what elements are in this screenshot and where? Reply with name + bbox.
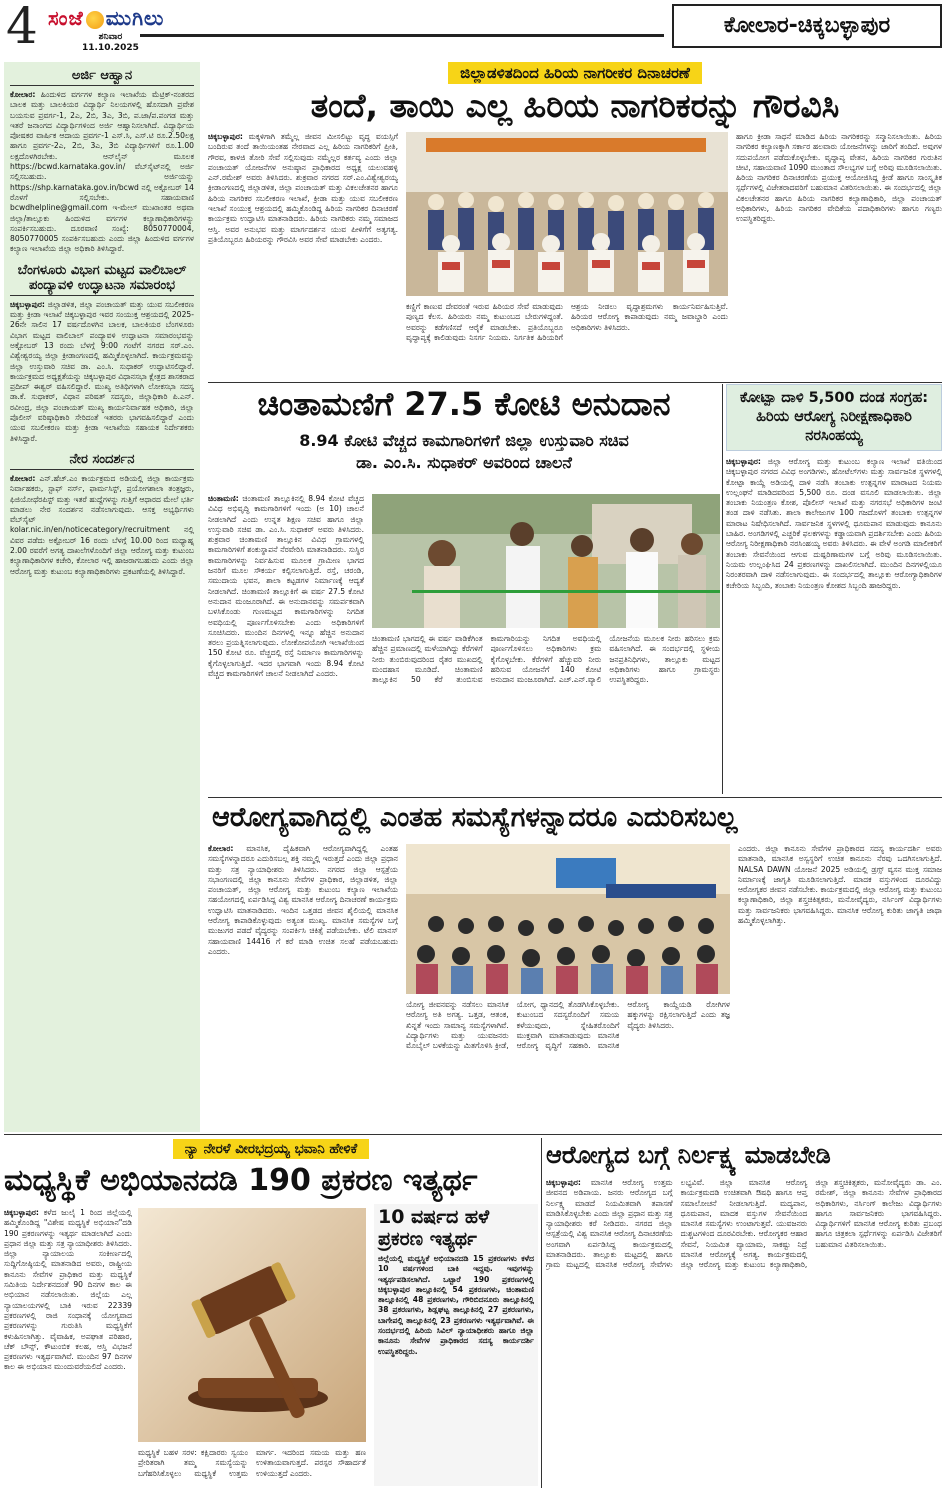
sidebar-body: ಎನ್.ಹೆಚ್.ಎಂ ಕಾರ್ಯಕ್ರಮದ ಅಡಿಯಲ್ಲಿ ಜಿಲ್ಲಾ ಕಾರ್ಯಕ್ರಮ ನಿರ್ವಾಹಕರು, ಸ್ಟಾಫ್ ನರ್ಸ್, ಫಾರ್ಮಸಿಸ್ಟ್, ಪ್ರಯೋಗಶಾಲಾ ತಂತ್ರಜ್ಞರು, ಫಿಜಿಯೋಥೆರಪಿಸ್ಟ್ ಮತ್ತು ಇತರೆ ಹುದ್ದೆಗಳನ್ನು ಗುತ್ತಿಗೆ ಆಧಾರದ ಮೇಲೆ ಭರ್ತಿ ಮಾಡಲು ನೇರ ಸಂದರ್ಶನ ನಡೆಸಲಾಗುವುದು. ಆಸಕ್ತ ಅಭ್ಯರ್ಥಿಗಳು ವೆಬ್‌ಸೈಟ್ kolar.nic.in/en/noticecategory/recruitment ನಲ್ಲಿ ವಿವರ ಪಡೆದು ಅಕ್ಟೋಬರ್ 16 ರಂದು ಬೆಳಗ್ಗೆ 10.00 ರಿಂದ ಮಧ್ಯಾಹ್ನ 2.00 ರವರೆಗೆ ಅಗತ್ಯ ದಾಖಲೆಗಳೊಂದಿಗೆ ಜಿಲ್ಲಾ ಆರೋಗ್ಯ ಮತ್ತು ಕುಟುಂಬ ಕಲ್ಯಾಣಾಧಿಕಾರಿಗಳ ಕಚೇರಿ, ಕೋಲಾರ ಇಲ್ಲಿ ಹಾಜರಾಗಬಹುದು ಎಂದು ಜಿಲ್ಲಾ ಆರೋಗ್ಯ ಮತ್ತು ಕುಟುಂಬ ಕಲ್ಯಾಣಾಧಿಕಾರಿಗಳು ಪ್ರಕಟಣೆಯಲ್ಲಿ ತಿಳಿಸಿದ್ದಾರೆ.	[10, 473, 194, 576]
dateline: ಚಿಕ್ಕಬಳ್ಳಾಪುರ:	[208, 132, 243, 141]
region-title: ಕೋಲಾರ-ಚಿಕ್ಕಬಳ್ಳಾಪುರ	[672, 4, 942, 48]
section-divider	[208, 797, 942, 798]
issue-date: 11.10.2025	[82, 43, 139, 53]
dateline: ಚಿಕ್ಕಬಳ್ಳಾಪುರ:	[4, 1208, 39, 1217]
issue-date-block	[82, 32, 139, 54]
body-text: ಜಿಲ್ಲಾ ಆರೋಗ್ಯ ಮತ್ತು ಕುಟುಂಬ ಕಲ್ಯಾಣ ಇಲಾಖೆ ವತಿಯಿಂದ ಚಿಕ್ಕಬಳ್ಳಾಪುರ ನಗರದ ವಿವಿಧ ಅಂಗಡಿಗಳು, ಹೋಟೆಲ್‌ಗಳು ಮತ್ತು ಸಾರ್ವಜನಿಕ ಸ್ಥಳಗಳಲ್ಲಿ ಕೋಟ್ಪಾ ಕಾಯ್ದೆ ಅಡಿಯಲ್ಲಿ ದಾಳಿ ನಡೆಸಿ ತಂಬಾಕು ಉತ್ಪನ್ನಗಳ ಮಾರಾಟದ ನಿಯಮ ಉಲ್ಲಂಘನೆ ಮಾಡಿದವರಿಂದ 5,500 ರೂ. ದಂಡ ವಸೂಲಿ ಮಾಡಲಾಯಿತು. ಜಿಲ್ಲಾ ತಂಬಾಕು ನಿಯಂತ್ರಣ ಕೋಶ, ಪೊಲೀಸ್ ಇಲಾಖೆ ಮತ್ತು ನಗರಸಭೆ ಅಧಿಕಾರಿಗಳ ಜಂಟಿ ತಂಡ ದಾಳಿ ನಡೆಸಿತು. ಶಾಲಾ ಕಾಲೇಜುಗಳ 100 ಗಜದೊಳಗೆ ತಂಬಾಕು ಉತ್ಪನ್ನಗಳ ಮಾರಾಟ ನಿಷೇಧಿಸಲಾಗಿದೆ. ಸಾರ್ವಜನಿಕ ಸ್ಥಳಗಳಲ್ಲಿ ಧೂಮಪಾನ ಮಾಡುವುದು ಕಾನೂನು ಬಾಹಿರ. ಅಂಗಡಿಗಳಲ್ಲಿ ಎಚ್ಚರಿಕೆ ಫಲಕಗಳನ್ನು ಕಡ್ಡಾಯವಾಗಿ ಪ್ರದರ್ಶಿಸಬೇಕು ಎಂದು ಹಿರಿಯ ಆರೋಗ್ಯ ನಿರೀಕ್ಷಣಾಧಿಕಾರಿ ನರಸಿಂಹಯ್ಯ ಅವರು ತಿಳಿಸಿದರು. ಈ ವೇಳೆ ಅಂಗಡಿ ಮಾಲೀಕರಿಗೆ ತಂಬಾಕು ಸೇವನೆಯಿಂದ ಆಗುವ ದುಷ್ಪರಿಣಾಮಗಳ ಬಗ್ಗೆ ಅರಿವು ಮೂಡಿಸಲಾಯಿತು. ನಿಯಮ ಉಲ್ಲಂಘಿಸಿದ 24 ಪ್ರಕರಣಗಳನ್ನು ದಾಖಲಿಸಲಾಗಿದೆ. ಮುಂದಿನ ದಿನಗಳಲ್ಲಿಯೂ ನಿರಂತರವಾಗಿ ದಾಳಿ ನಡೆಸಲಾಗುವುದು. ಈ ಸಂದರ್ಭದಲ್ಲಿ ತಾಲ್ಲೂಕು ಆರೋಗ್ಯಾಧಿಕಾರಿಗಳ ಕಚೇರಿಯ ಸಿಬ್ಬಂದಿ, ತಂಬಾಕು ನಿಯಂತ್ರಣ ಕೋಶದ ಸಿಬ್ಬಂದಿ ಹಾಜರಿದ್ದರು.	[726, 457, 942, 590]
issue-day: ಶನಿವಾರ	[98, 32, 123, 42]
kicker: ಜಿಲ್ಲಾಡಳಿತದಿಂದ ಹಿರಿಯ ನಾಗರೀಕರ ದಿನಾಚರಣೆ	[448, 62, 702, 84]
sidebar-box-old-case	[374, 1204, 538, 1486]
article-body-middle: ಚಿಂತಾಮಣಿ ಭಾಗದಲ್ಲಿ ಈ ವರ್ಷ ವಾಡಿಕೆಗಿಂತ ಹೆಚ್ಚಿನ ಪ್ರಮಾಣದಲ್ಲಿ ಮಳೆಯಾಗಿದ್ದು ಕೆರೆಗಳಿಗೆ ನೀರು ತುಂಬಿರುವುದರಿಂದ ರೈತರ ಮುಖದಲ್ಲಿ ಮಂದಹಾಸ ಮೂಡಿದೆ. ಚಿಂತಾಮಣಿ ತಾಲ್ಲೂಕಿನ 50 ಕೆರೆ ತುಂಬಿಸುವ ಕಾಮಗಾರಿಯನ್ನು ನಿಗದಿತ ಅವಧಿಯಲ್ಲಿ ಪೂರ್ಣಗೊಳಿಸಲು ಅಧಿಕಾರಿಗಳು ಕ್ರಮ ಕೈಗೊಳ್ಳಬೇಕು. ಕೆರೆಗಳಿಗೆ ಹೆಚ್ಚುವರಿ ನೀರು ಹರಿಸುವ ಯೋಜನೆಗೆ 140 ಕೋಟಿ ಅನುದಾನ ಮಂಜೂರಾಗಿದೆ. ಎಚ್.ಎನ್.ವ್ಯಾಲಿ ಯೋಜನೆಯ ಮೂಲಕ ನೀರು ಹರಿಸಲು ಕ್ರಮ ವಹಿಸಲಾಗಿದೆ. ಈ ಸಂದರ್ಭದಲ್ಲಿ ಸ್ಥಳೀಯ ಜನಪ್ರತಿನಿಧಿಗಳು, ತಾಲ್ಲೂಕು ಮಟ್ಟದ ಅಧಿಕಾರಿಗಳು ಹಾಗೂ ಗ್ರಾಮಸ್ಥರು ಉಪಸ್ಥಿತರಿದ್ದರು.	[372, 634, 720, 685]
group-photo	[406, 132, 728, 296]
headline: ಆರೋಗ್ಯವಾಗಿದ್ದಲ್ಲಿ ಎಂತಹ ಸಮಸ್ಯೆಗಳನ್ನಾದರೂ ಎದುರಿಸಬಲ್ಲ	[212, 802, 738, 833]
dateline: ಚಿಕ್ಕಬಳ್ಳಾಪುರ:	[726, 457, 761, 466]
dateline: ಚಿಕ್ಕಬಳ್ಳಾಪುರ:	[546, 1178, 581, 1187]
article-body	[726, 457, 942, 787]
box-title: 10 ವರ್ಷದ ಹಳೆ ಪ್ರಕರಣ ಇತ್ಯರ್ಥ	[378, 1206, 490, 1250]
column-divider	[722, 384, 723, 794]
sidebar-title-applications: ಅರ್ಜಿ ಆಹ್ವಾನ	[10, 68, 194, 86]
body-text: ಮಾನಸಿಕ ಆರೋಗ್ಯ ಉತ್ತಮ ಜೀವನದ ಅಡಿಪಾಯ. ಜನರು ಆರೋಗ್ಯದ ಬಗ್ಗೆ ನಿರ್ಲಕ್ಷ್ಯ ಮಾಡದೆ ನಿಯಮಿತವಾಗಿ ತಪಾಸಣೆ ಮಾಡಿಸಿಕೊಳ್ಳಬೇಕು ಎಂದು ಜಿಲ್ಲಾ ಪ್ರಧಾನ ಮತ್ತು ಸತ್ರ ನ್ಯಾಯಾಧೀಶರು ಕರೆ ನೀಡಿದರು. ನಗರದ ಜಿಲ್ಲಾ ಆಸ್ಪತ್ರೆಯಲ್ಲಿ ವಿಶ್ವ ಮಾನಸಿಕ ಆರೋಗ್ಯ ದಿನಾಚರಣೆಯ ಅಂಗವಾಗಿ ಏರ್ಪಡಿಸಿದ್ದ ಕಾರ್ಯಕ್ರಮದಲ್ಲಿ ಮಾತನಾಡಿದರು. ತಾಲ್ಲೂಕು ಮಟ್ಟದಲ್ಲಿ ಹಾಗೂ ಗ್ರಾಮ ಮಟ್ಟದಲ್ಲಿ ಮಾನಸಿಕ ಆರೋಗ್ಯ ಸೇವೆಗಳು ಲಭ್ಯವಿವೆ. ಜಿಲ್ಲಾ ಮಾನಸಿಕ ಆರೋಗ್ಯ ಕಾರ್ಯಕ್ರಮದಡಿ ಉಚಿತವಾಗಿ ಔಷಧಿ ಹಾಗೂ ಆಪ್ತ ಸಮಾಲೋಚನೆ ನೀಡಲಾಗುತ್ತಿದೆ. ಮದ್ಯಪಾನ, ಧೂಮಪಾನ, ಮಾದಕ ವಸ್ತುಗಳ ಸೇವನೆಯಿಂದ ಮಾನಸಿಕ ಸಮಸ್ಯೆಗಳು ಉಂಟಾಗುತ್ತವೆ. ಯುವಜನರು ದುಶ್ಚಟಗಳಿಂದ ದೂರವಿರಬೇಕು. ಆರೋಗ್ಯಕರ ಆಹಾರ ಸೇವನೆ, ನಿಯಮಿತ ವ್ಯಾಯಾಮ, ಸಾಕಷ್ಟು ನಿದ್ರೆ ಮಾನಸಿಕ ಆರೋಗ್ಯಕ್ಕೆ ಅಗತ್ಯ. ಕಾರ್ಯಕ್ರಮದಲ್ಲಿ ಜಿಲ್ಲಾ ಆರೋಗ್ಯ ಮತ್ತು ಕುಟುಂಬ ಕಲ್ಯಾಣಾಧಿಕಾರಿ, ಜಿಲ್ಲಾ ಶಸ್ತ್ರಚಿಕಿತ್ಸಕರು, ಮನೋವೈದ್ಯರು ಡಾ. ಎಂ. ರಮೇಶ್, ಜಿಲ್ಲಾ ಕಾನೂನು ಸೇವೆಗಳ ಪ್ರಾಧಿಕಾರದ ಅಧಿಕಾರಿಗಳು, ನರ್ಸಿಂಗ್ ಕಾಲೇಜು ವಿದ್ಯಾರ್ಥಿಗಳು ಹಾಗೂ ಸಾರ್ವಜನಿಕರು ಭಾಗವಹಿಸಿದ್ದರು. ವಿದ್ಯಾರ್ಥಿಗಳಿಗೆ ಮಾನಸಿಕ ಆರೋಗ್ಯ ಕುರಿತು ಪ್ರಬಂಧ ಹಾಗೂ ಚಿತ್ರಕಲಾ ಸ್ಪರ್ಧೆಗಳನ್ನು ಏರ್ಪಡಿಸಿ ವಿಜೇತರಿಗೆ ಬಹುಮಾನ ವಿತರಿಸಲಾಯಿತು.	[546, 1178, 942, 1270]
sidebar-title-interview: ನೇರ ಸಂದರ್ಶನ	[10, 452, 194, 470]
photo-ribbon-cutting	[372, 494, 720, 628]
section-divider	[4, 1134, 942, 1135]
sidebar-title-volleyball: ಬೆಂಗಳೂರು ವಿಭಾಗ ಮಟ್ಟದ ವಾಲಿಬಾಲ್ ಪಂದ್ಯಾವಳಿ ಉದ್ಘಾಟನಾ ಸಮಾರಂಭ	[10, 263, 194, 296]
article-health-negligence	[546, 1138, 942, 1488]
article-body-right: ಹಾಗೂ ಕ್ರೀಡಾ ಸಾಧನೆ ಮಾಡಿದ ಹಿರಿಯ ನಾಗರಿಕರನ್ನು ಸನ್ಮಾನಿಸಲಾಯಿತು. ಹಿರಿಯ ನಾಗರಿಕರ ಕಲ್ಯಾಣಕ್ಕಾಗಿ ಸರ್ಕಾರ ಹಲವಾರು ಯೋಜನೆಗಳನ್ನು ಜಾರಿಗೆ ತಂದಿದೆ. ಅವುಗಳ ಸದುಪಯೋಗ ಪಡೆದುಕೊಳ್ಳಬೇಕು. ವೃದ್ಧಾಪ್ಯ ವೇತನ, ಹಿರಿಯ ನಾಗರಿಕರ ಗುರುತಿನ ಚೀಟಿ, ಸಹಾಯವಾಣಿ 1090 ಮುಂತಾದ ಸೌಲಭ್ಯಗಳ ಬಗ್ಗೆ ಅರಿವು ಮೂಡಿಸಲಾಯಿತು. ಹಿರಿಯ ನಾಗರಿಕರ ದಿನಾಚರಣೆಯ ಪ್ರಯುಕ್ತ ಆಯೋಜಿಸಿದ್ದ ಕ್ರೀಡೆ ಹಾಗೂ ಸಾಂಸ್ಕೃತಿಕ ಸ್ಪರ್ಧೆಗಳಲ್ಲಿ ವಿಜೇತರಾದವರಿಗೆ ಬಹುಮಾನ ವಿತರಿಸಲಾಯಿತು. ಈ ಸಂದರ್ಭದಲ್ಲಿ ಜಿಲ್ಲಾ ವಿಕಲಚೇತನರ ಹಾಗೂ ಹಿರಿಯ ನಾಗರಿಕರ ಕಲ್ಯಾಣಾಧಿಕಾರಿ, ಜಿಲ್ಲಾ ಪಂಚಾಯತ್ ಅಧಿಕಾರಿಗಳು, ಹಿರಿಯ ನಾಗರಿಕರ ವೇದಿಕೆಯ ಪದಾಧಿಕಾರಿಗಳು ಹಾಗೂ ಗಣ್ಯರು ಉಪಸ್ಥಿತರಿದ್ದರು.	[736, 132, 942, 224]
photo-mental-health-event	[406, 844, 730, 994]
dateline: ಚಿಂತಾಮಣಿ:	[208, 494, 239, 503]
ribbon-cutting-photo	[372, 494, 720, 628]
sun-icon	[86, 11, 104, 29]
article-body-right: ಎಂದರು. ಜಿಲ್ಲಾ ಕಾನೂನು ಸೇವೆಗಳ ಪ್ರಾಧಿಕಾರದ ಸದಸ್ಯ ಕಾರ್ಯದರ್ಶಿ ಅವರು ಮಾತನಾಡಿ, ಮಾನಸಿಕ ಅಸ್ವಸ್ಥರಿಗೆ ಉಚಿತ ಕಾನೂನು ನೆರವು ಒದಗಿಸಲಾಗುತ್ತಿದೆ. NALSA DAWN ಯೋಜನೆ 2025 ಅಡಿಯಲ್ಲಿ ಡ್ರಗ್ಸ್ ವ್ಯಸನ ಮುಕ್ತ ಸಮಾಜ ನಿರ್ಮಾಣಕ್ಕೆ ಜಾಗೃತಿ ಮೂಡಿಸಲಾಗುತ್ತಿದೆ. ಮಾದಕ ವಸ್ತುಗಳಿಂದ ದೂರವಿದ್ದು ಆರೋಗ್ಯಕರ ಜೀವನ ನಡೆಸಬೇಕು. ಕಾರ್ಯಕ್ರಮದಲ್ಲಿ ಜಿಲ್ಲಾ ಆರೋಗ್ಯ ಮತ್ತು ಕುಟುಂಬ ಕಲ್ಯಾಣಾಧಿಕಾರಿ, ಜಿಲ್ಲಾ ಶಸ್ತ್ರಚಿಕಿತ್ಸಕರು, ಮನೋವೈದ್ಯರು, ನರ್ಸಿಂಗ್ ವಿದ್ಯಾರ್ಥಿಗಳು ಮತ್ತು ಸಾರ್ವಜನಿಕರು ಭಾಗವಹಿಸಿದ್ದರು. ಮಾನಸಿಕ ಆರೋಗ್ಯ ಕುರಿತು ಜಾಗೃತಿ ಜಾಥಾ ಹಮ್ಮಿಕೊಳ್ಳಲಾಗಿತ್ತು.	[738, 844, 942, 926]
headline: ಚಿಂತಾಮಣಿಗೆ 27.5 ಕೋಟಿ ಅನುದಾನ	[257, 385, 671, 423]
article-senior-citizens	[208, 62, 942, 382]
gavel-icon	[138, 1208, 366, 1442]
dateline: ಕೋಲಾರ:	[208, 844, 234, 853]
body-text: ಮಾನಸಿಕ, ದೈಹಿಕವಾಗಿ ಆರೋಗ್ಯವಾಗಿದ್ದಲ್ಲಿ ಎಂತಹ ಸಮಸ್ಯೆಗಳನ್ನಾದರೂ ಎದುರಿಸಬಲ್ಲ ಶಕ್ತಿ ನಮ್ಮಲ್ಲಿ ಇರುತ್ತದೆ ಎಂದು ಜಿಲ್ಲಾ ಪ್ರಧಾನ ಮತ್ತು ಸತ್ರ ನ್ಯಾಯಾಧೀಶರು ತಿಳಿಸಿದರು. ನಗರದ ಜಿಲ್ಲಾ ಆಸ್ಪತ್ರೆಯ ಸಭಾಂಗಣದಲ್ಲಿ ಜಿಲ್ಲಾ ಕಾನೂನು ಸೇವೆಗಳ ಪ್ರಾಧಿಕಾರ, ಜಿಲ್ಲಾಡಳಿತ, ಜಿಲ್ಲಾ ಪಂಚಾಯತ್, ಜಿಲ್ಲಾ ಆರೋಗ್ಯ ಮತ್ತು ಕುಟುಂಬ ಕಲ್ಯಾಣ ಇಲಾಖೆಯ ಸಹಯೋಗದಲ್ಲಿ ಏರ್ಪಡಿಸಿದ್ದ ವಿಶ್ವ ಮಾನಸಿಕ ಆರೋಗ್ಯ ದಿನಾಚರಣೆ ಕಾರ್ಯಕ್ರಮ ಉದ್ಘಾಟಿಸಿ ಮಾತನಾಡಿದರು. ಇಂದಿನ ಒತ್ತಡದ ಜೀವನ ಶೈಲಿಯಲ್ಲಿ ಮಾನಸಿಕ ಆರೋಗ್ಯ ಕಾಪಾಡಿಕೊಳ್ಳುವುದು ಅತ್ಯಂತ ಮುಖ್ಯ. ಮಾನಸಿಕ ಸಮಸ್ಯೆಗಳ ಬಗ್ಗೆ ಮುಜುಗರ ಪಡದೆ ವೈದ್ಯರನ್ನು ಸಂಪರ್ಕಿಸಿ ಚಿಕಿತ್ಸೆ ಪಡೆಯಬೇಕು. ಟೆಲಿ ಮಾನಸ್ ಸಹಾಯವಾಣಿ 14416 ಗೆ ಕರೆ ಮಾಡಿ ಉಚಿತ ಸಲಹೆ ಪಡೆಯಬಹುದು ಎಂದರು.	[208, 844, 398, 956]
body-text: ಕಳೆದ ಜುಲೈ 1 ರಿಂದ ಜಿಲ್ಲೆಯಲ್ಲಿ ಹಮ್ಮಿಕೊಂಡಿದ್ದ "ವಿಶೇಷ ಮಧ್ಯಸ್ಥಿಕೆ ಅಭಿಯಾನ"ದಡಿ 190 ಪ್ರಕರಣಗಳನ್ನು ಇತ್ಯರ್ಥ ಮಾಡಲಾಗಿದೆ ಎಂದು ಪ್ರಧಾನ ಜಿಲ್ಲಾ ಮತ್ತು ಸತ್ರ ನ್ಯಾಯಾಧೀಶರು ತಿಳಿಸಿದರು. ಜಿಲ್ಲಾ ನ್ಯಾಯಾಲಯ ಸಂಕೀರ್ಣದಲ್ಲಿ ಸುದ್ದಿಗೋಷ್ಠಿಯಲ್ಲಿ ಮಾತನಾಡಿದ ಅವರು, ರಾಷ್ಟ್ರೀಯ ಕಾನೂನು ಸೇವೆಗಳ ಪ್ರಾಧಿಕಾರ ಮತ್ತು ಮಧ್ಯಸ್ಥಿಕೆ ಸಮಿತಿಯ ನಿರ್ದೇಶನದಂತೆ 90 ದಿನಗಳ ಕಾಲ ಈ ಅಭಿಯಾನ ನಡೆಸಲಾಯಿತು. ಜಿಲ್ಲೆಯ ಎಲ್ಲ ನ್ಯಾಯಾಲಯಗಳಲ್ಲಿ ಬಾಕಿ ಇರುವ 22339 ಪ್ರಕರಣಗಳಲ್ಲಿ ರಾಜಿ ಸಂಧಾನಕ್ಕೆ ಯೋಗ್ಯವಾದ ಪ್ರಕರಣಗಳನ್ನು ಗುರುತಿಸಿ ಮಧ್ಯಸ್ಥಿಕೆಗೆ ಕಳುಹಿಸಲಾಗಿತ್ತು. ವೈವಾಹಿಕ, ಅಪಘಾತ ಪರಿಹಾರ, ಚೆಕ್ ಬೌನ್ಸ್, ಕೌಟುಂಬಿಕ ಕಲಹ, ಆಸ್ತಿ ವಿಭಜನೆ ಪ್ರಕರಣಗಳು ಇತ್ಯರ್ಥವಾಗಿವೆ. ಮುಂದಿನ 97 ದಿನಗಳ ಕಾಲ ಈ ಅಭಿಯಾನ ಮುಂದುವರೆಯಲಿದೆ ಎಂದರು.	[4, 1208, 132, 1372]
article-mental-health	[208, 800, 942, 1130]
sidebar-text-applications	[10, 90, 194, 255]
sidebar-text-volleyball	[10, 300, 194, 444]
box-text: ಜಿಲ್ಲೆಯಲ್ಲಿ ಮಧ್ಯಸ್ಥಿಕೆ ಅಭಿಯಾನದಡಿ 15 ಪ್ರಕರಣಗಳು ಕಳೆದ 10 ವರ್ಷಗಳಿಂದ ಬಾಕಿ ಇದ್ದವು. ಇವುಗಳನ್ನು ಇತ್ಯರ್ಥಪಡಿಸಲಾಗಿದೆ. ಒಟ್ಟಾರೆ 190 ಪ್ರಕರಣಗಳಲ್ಲಿ ಚಿಕ್ಕಬಳ್ಳಾಪುರ ತಾಲ್ಲೂಕಿನಲ್ಲಿ 54 ಪ್ರಕರಣಗಳು, ಚಿಂತಾಮಣಿ ತಾಲ್ಲೂಕಿನಲ್ಲಿ 48 ಪ್ರಕರಣಗಳು, ಗೌರಿಬಿದನೂರು ತಾಲ್ಲೂಕಿನಲ್ಲಿ 38 ಪ್ರಕರಣಗಳು, ಶಿಡ್ಲಘಟ್ಟ ತಾಲ್ಲೂಕಿನಲ್ಲಿ 27 ಪ್ರಕರಣಗಳು, ಬಾಗೇಪಲ್ಲಿ ತಾಲ್ಲೂಕಿನಲ್ಲಿ 23 ಪ್ರಕರಣಗಳು ಇತ್ಯರ್ಥವಾಗಿವೆ. ಈ ಸಂದರ್ಭದಲ್ಲಿ ಹಿರಿಯ ಸಿವಿಲ್ ನ್ಯಾಯಾಧೀಶರು ಹಾಗೂ ಜಿಲ್ಲಾ ಕಾನೂನು ಸೇವೆಗಳ ಪ್ರಾಧಿಕಾರದ ಸದಸ್ಯ ಕಾರ್ಯದರ್ಶಿ ಉಪಸ್ಥಿತರಿದ್ದರು.	[378, 1254, 534, 1356]
column-divider	[541, 1138, 542, 1488]
headline: ಆರೋಗ್ಯದ ಬಗ್ಗೆ ನಿರ್ಲಕ್ಷ್ಯ ಮಾಡಬೇಡಿ	[546, 1141, 831, 1169]
article-body	[546, 1178, 942, 1478]
headline: ಮಧ್ಯಸ್ಥಿಕೆ ಅಭಿಯಾನದಡಿ 190 ಪ್ರಕರಣ ಇತ್ಯರ್ಥ	[4, 1163, 478, 1198]
page-number: 4	[6, 0, 38, 55]
paper-name-part2: ಮುಗಿಲು	[105, 6, 165, 30]
article-mediation-campaign	[4, 1138, 538, 1488]
subheadline-line2: ಡಾ. ಎಂ.ಸಿ. ಸುಧಾಕರ್ ಅವರಿಂದ ಚಾಲನೆ	[356, 453, 572, 472]
headline: ಕೋಟ್ಪಾ ದಾಳಿ 5,500 ದಂಡ ಸಂಗ್ರಹ: ಹಿರಿಯ ಆರೋಗ್ಯ ನಿರೀಕ್ಷಣಾಧಿಕಾರಿ ನರಸಿಂಹಯ್ಯ	[726, 384, 942, 451]
sidebar-body: ಹಿಂದುಳಿದ ವರ್ಗಗಳ ಕಲ್ಯಾಣ ಇಲಾಖೆಯ ಮೆಟ್ರಿಕ್-ನಂತರದ ಬಾಲಕ ಮತ್ತು ಬಾಲಕಿಯರ ವಿದ್ಯಾರ್ಥಿ ನಿಲಯಗಳಲ್ಲಿ ಹೊಸದಾಗಿ ಪ್ರವೇಶ ಬಯಸುವ ಪ್ರವರ್ಗ-1, 2ಎ, 2ಬಿ, 3ಎ, 3ಬಿ, ಪ.ಜಾ/ಪ.ಪಂಗಡ ಮತ್ತು ಇತರೆ ಜನಾಂಗದ ವಿದ್ಯಾರ್ಥಿಗಳಿಂದ ಅರ್ಜಿ ಆಹ್ವಾನಿಸಲಾಗಿದೆ. ವಿದ್ಯಾರ್ಥಿಯ ಪೋಷಕರ ವಾರ್ಷಿಕ ಆದಾಯ ಪ್ರವರ್ಗ-1 ಎಸ್.ಸಿ, ಎಸ್.ಟಿ ರೂ.2.50ಲಕ್ಷ ಹಾಗೂ ಪ್ರವರ್ಗ-2ಎ, 2ಬಿ, 3ಎ, 3ಬಿ ವಿದ್ಯಾರ್ಥಿಗಳಿಗೆ ರೂ.1.00 ಲಕ್ಷದೊಳಗಿರಬೇಕು. ಆನ್‌ಲೈನ್ ಮೂಲಕ https://bcwd.karnataka.gov.in/ ವೆಬ್‌ಸೈಟ್‌ನಲ್ಲಿ ಅರ್ಜಿ ಸಲ್ಲಿಸಬಹುದು. ಅರ್ಜಿಯನ್ನು https://shp.karnataka.gov.in/bcwd ನಲ್ಲಿ ಅಕ್ಟೋಬರ್ 14 ರೊಳಗೆ ಸಲ್ಲಿಸಬೇಕು. ಸಹಾಯವಾಣಿ bcwdhelpline@gmail.com ಇ-ಮೇಲ್ ಮುಖಾಂತರ ಅಥವಾ ಜಿಲ್ಲಾ/ತಾಲ್ಲೂಕು ಹಿಂದುಳಿದ ವರ್ಗಗಳ ಕಲ್ಯಾಣಾಧಿಕಾರಿಗಳನ್ನು ಸಂಪರ್ಕಿಸಬಹುದು. ದೂರವಾಣಿ ಸಂಖ್ಯೆ: 8050770004, 8050770005 ಸಂಪರ್ಕಿಸಬಹುದು ಎಂದು ಜಿಲ್ಲಾ ಹಿಂದುಳಿದ ವರ್ಗಗಳ ಕಲ್ಯಾಣ ಇಲಾಖೆಯ ಜಿಲ್ಲಾ ಅಧಿಕಾರಿ ತಿಳಿಸಿದ್ದಾರೆ.	[10, 90, 194, 254]
article-body-middle: ಯೋಗ್ಯ ಜೀವನವನ್ನು ನಡೆಸಲು ಮಾನಸಿಕ ಆರೋಗ್ಯ ಅತಿ ಅಗತ್ಯ. ಒತ್ತಡ, ಆತಂಕ, ಖಿನ್ನತೆ ಇಂದು ಸಾಮಾನ್ಯ ಸಮಸ್ಯೆಗಳಾಗಿವೆ. ವಿದ್ಯಾರ್ಥಿಗಳು ಮತ್ತು ಯುವಜನರು ಮೊಬೈಲ್ ಬಳಕೆಯನ್ನು ಮಿತಗೊಳಿಸಿ ಕ್ರೀಡೆ, ಯೋಗ, ಧ್ಯಾನದಲ್ಲಿ ತೊಡಗಿಸಿಕೊಳ್ಳಬೇಕು. ಕುಟುಂಬದ ಸದಸ್ಯರೊಂದಿಗೆ ಸಮಯ ಕಳೆಯುವುದು, ಸ್ನೇಹಿತರೊಂದಿಗೆ ಮುಕ್ತವಾಗಿ ಮಾತನಾಡುವುದು ಮಾನಸಿಕ ಆರೋಗ್ಯ ವೃದ್ಧಿಗೆ ಸಹಕಾರಿ. ಮಾನಸಿಕ ಆರೋಗ್ಯ ಕಾಯ್ದೆಯಡಿ ರೋಗಿಗಳ ಹಕ್ಕುಗಳನ್ನು ರಕ್ಷಿಸಲಾಗುತ್ತಿದೆ ಎಂದು ತಜ್ಞ ವೈದ್ಯರು ತಿಳಿಸಿದರು.	[406, 1000, 730, 1051]
article-body-left	[4, 1208, 132, 1486]
paper-logo	[48, 6, 164, 30]
subheadline-line1: 8.94 ಕೋಟಿ ವೆಚ್ಚದ ಕಾಮಗಾರಿಗಳಿಗೆ ಜಿಲ್ಲಾ ಉಸ್ತುವಾರಿ ಸಚಿವ	[299, 431, 629, 450]
masthead	[0, 0, 945, 58]
article-body-left	[208, 494, 364, 792]
body-text: ಚಿಂತಾಮಣಿ ತಾಲ್ಲೂಕಿನಲ್ಲಿ 8.94 ಕೋಟಿ ವೆಚ್ಚದ ವಿವಿಧ ಅಭಿವೃದ್ಧಿ ಕಾಮಗಾರಿಗಳಿಗೆ ಇಂದು (ಅ 10) ಚಾಲನೆ ನೀಡಲಾಗಿದೆ ಎಂದು ಉನ್ನತ ಶಿಕ್ಷಣ ಸಚಿವ ಹಾಗೂ ಜಿಲ್ಲಾ ಉಸ್ತುವಾರಿ ಸಚಿವ ಡಾ. ಎಂ.ಸಿ. ಸುಧಾಕರ್ ಅವರು ತಿಳಿಸಿದರು. ಶುಕ್ರವಾರ ಚಿಂತಾಮಣಿ ತಾಲ್ಲೂಕಿನ ವಿವಿಧ ಗ್ರಾಮಗಳಲ್ಲಿ ಕಾಮಗಾರಿಗಳಿಗೆ ಶಂಕುಸ್ಥಾಪನೆ ನೆರವೇರಿಸಿ ಮಾತನಾಡಿದರು. ಸುಸ್ಥಿರ ಕಾಮಗಾರಿಗಳನ್ನು ನಿರ್ವಹಿಸುವ ಮೂಲಕ ಗ್ರಾಮೀಣ ಭಾಗದ ಜನರಿಗೆ ಮೂಲ ಸೌಕರ್ಯ ಕಲ್ಪಿಸಲಾಗುತ್ತಿದೆ. ರಸ್ತೆ, ಚರಂಡಿ, ಸಮುದಾಯ ಭವನ, ಶಾಲಾ ಕಟ್ಟಡಗಳ ನಿರ್ಮಾಣಕ್ಕೆ ಆದ್ಯತೆ ನೀಡಲಾಗಿದೆ. ಚಿಂತಾಮಣಿ ತಾಲ್ಲೂಕಿಗೆ ಈ ವರ್ಷ 27.5 ಕೋಟಿ ಅನುದಾನ ಮಂಜೂರಾಗಿದೆ. ಈ ಅನುದಾನವನ್ನು ಸಮರ್ಪಕವಾಗಿ ಬಳಸಿಕೊಂಡು ಗುಣಮಟ್ಟದ ಕಾಮಗಾರಿಗಳನ್ನು ನಿಗದಿತ ಅವಧಿಯಲ್ಲಿ ಪೂರ್ಣಗೊಳಿಸಬೇಕು ಎಂದು ಅಧಿಕಾರಿಗಳಿಗೆ ಸೂಚಿಸಿದರು. ಮುಂದಿನ ದಿನಗಳಲ್ಲಿ ಇನ್ನೂ ಹೆಚ್ಚಿನ ಅನುದಾನ ತರಲು ಪ್ರಯತ್ನಿಸಲಾಗುವುದು. ಲೋಕೋಪಯೋಗಿ ಇಲಾಖೆಯಿಂದ 150 ಕೋಟಿ ರೂ. ವೆಚ್ಚದಲ್ಲಿ ರಸ್ತೆ ನಿರ್ಮಾಣ ಕಾಮಗಾರಿಗಳನ್ನು ಕೈಗೊಳ್ಳಲಾಗುತ್ತಿದೆ. ಇದರ ಭಾಗವಾಗಿ ಇಂದು 8.94 ಕೋಟಿ ವೆಚ್ಚದ ಕಾಮಗಾರಿಗಳಿಗೆ ಚಾಲನೆ ನೀಡಲಾಗಿದೆ ಎಂದರು.	[208, 494, 364, 679]
sidebar-text-interview	[10, 474, 194, 577]
article-chintamani-grant	[208, 384, 720, 794]
photo-gavel	[138, 1208, 366, 1442]
left-sidebar	[4, 62, 200, 1132]
dateline: ಚಿಕ್ಕಬಳ್ಳಾಪುರ:	[10, 299, 45, 309]
headline: ತಂದೆ, ತಾಯಿ ಎಲ್ಲ ಹಿರಿಯ ನಾಗರಿಕರನ್ನು ಗೌರವಿಸಿ	[310, 86, 840, 125]
sidebar-body: ಜಿಲ್ಲಾಡಳಿತ, ಜಿಲ್ಲಾ ಪಂಚಾಯತ್ ಮತ್ತು ಯುವ ಸಬಲೀಕರಣ ಮತ್ತು ಕ್ರೀಡಾ ಇಲಾಖೆ ಚಿಕ್ಕಬಳ್ಳಾಪುರ ಇವರ ಸಂಯುಕ್ತ ಆಶ್ರಯದಲ್ಲಿ 2025-26ನೇ ಸಾಲಿನ 17 ವರ್ಷದೊಳಗಿನ ಬಾಲಕ, ಬಾಲಕಿಯರ ಬೆಂಗಳೂರು ವಿಭಾಗ ಮಟ್ಟದ ವಾಲಿಬಾಲ್ ಪಂದ್ಯಾವಳಿ ಉದ್ಘಾಟನಾ ಸಮಾರಂಭವನ್ನು ಅಕ್ಟೋಬರ್ 13 ರಂದು ಬೆಳಗ್ಗೆ 9:00 ಗಂಟೆಗೆ ನಗರದ ಸರ್.ಎಂ. ವಿಶ್ವೇಶ್ವರಯ್ಯ ಜಿಲ್ಲಾ ಕ್ರೀಡಾಂಗಣದಲ್ಲಿ ಹಮ್ಮಿಕೊಳ್ಳಲಾಗಿದೆ. ಕಾರ್ಯಕ್ರಮವನ್ನು ಜಿಲ್ಲಾ ಉಸ್ತುವಾರಿ ಸಚಿವ ಡಾ. ಎಂ.ಸಿ. ಸುಧಾಕರ್ ಉದ್ಘಾಟಿಸಲಿದ್ದಾರೆ. ಕಾರ್ಯಕ್ರಮದ ಅಧ್ಯಕ್ಷತೆಯನ್ನು ಚಿಕ್ಕಬಳ್ಳಾಪುರ ವಿಧಾನಸಭಾ ಕ್ಷೇತ್ರದ ಶಾಸಕರಾದ ಪ್ರದೀಪ್ ಈಶ್ವರ್ ವಹಿಸಲಿದ್ದಾರೆ. ಮುಖ್ಯ ಅತಿಥಿಗಳಾಗಿ ಲೋಕಸಭಾ ಸದಸ್ಯ ಡಾ.ಕೆ. ಸುಧಾಕರ್, ವಿಧಾನ ಪರಿಷತ್ ಸದಸ್ಯರು, ಜಿಲ್ಲಾಧಿಕಾರಿ ಪಿ.ಎನ್. ರವೀಂದ್ರ, ಜಿಲ್ಲಾ ಪಂಚಾಯತ್ ಮುಖ್ಯ ಕಾರ್ಯನಿರ್ವಾಹಕ ಅಧಿಕಾರಿ, ಜಿಲ್ಲಾ ಪೊಲೀಸ್ ವರಿಷ್ಠಾಧಿಕಾರಿ ಸೇರಿದಂತೆ ಇತರರು ಭಾಗವಹಿಸಲಿದ್ದಾರೆ ಎಂದು ಯುವ ಸಬಲೀಕರಣ ಮತ್ತು ಕ್ರೀಡಾ ಇಲಾಖೆಯ ಸಹಾಯಕ ನಿರ್ದೇಶಕರು ತಿಳಿಸಿದ್ದಾರೆ.	[10, 299, 194, 443]
article-body-left	[208, 844, 398, 1129]
paper-name-part1: ಸಂಜೆ	[48, 6, 84, 30]
hall-audience-photo	[406, 844, 730, 994]
article-kotpa-raid	[726, 384, 942, 794]
masthead-divider	[140, 34, 664, 37]
article-body-left	[208, 132, 398, 377]
photo-senior-citizens-felicitation	[406, 132, 728, 296]
dateline: ಕೋಲಾರ:	[10, 90, 36, 99]
section-divider	[208, 382, 942, 383]
article-body-middle: ಕಣ್ಣಿಗೆ ಕಾಣುವ ದೇವರಂತೆ ಇರುವ ಹಿರಿಯರ ಸೇವೆ ಮಾಡುವುದು ಪುಣ್ಯದ ಕೆಲಸ. ಹಿರಿಯರು ನಮ್ಮ ಕುಟುಂಬದ ಬೇರುಗಳಿದ್ದಂತೆ. ಅವರನ್ನು ಕಡೆಗಣಿಸದೆ ಆರೈಕೆ ಮಾಡಬೇಕು. ಪ್ರತಿಯೊಬ್ಬರೂ ವೃದ್ಧಾಪ್ಯಕ್ಕೆ ಕಾಲಿಡುವುದು ನಿಸರ್ಗ ನಿಯಮ. ನಿರ್ಗತಿಕ ಹಿರಿಯರಿಗೆ ಆಶ್ರಯ ನೀಡಲು ವೃದ್ಧಾಶ್ರಮಗಳು ಕಾರ್ಯನಿರ್ವಹಿಸುತ್ತಿವೆ. ಹಿರಿಯರ ಆರೋಗ್ಯ ಕಾಪಾಡುವುದು ನಮ್ಮ ಜವಾಬ್ದಾರಿ ಎಂದು ಅಧಿಕಾರಿಗಳು ತಿಳಿಸಿದರು.	[406, 302, 728, 342]
kicker: ನ್ಯಾ ನೇರಳೆ ವೀರಭದ್ರಯ್ಯ ಭವಾನಿ ಹೇಳಿಕೆ	[173, 1139, 369, 1159]
dateline: ಕೋಲಾರ:	[10, 473, 36, 483]
body-text: ಮಕ್ಕಳಿಗಾಗಿ ತಮ್ಮೆಲ್ಲ ಜೀವನ ಮೀಸಲಿಟ್ಟು ವೃದ್ಧ ವಯಸ್ಸಿಗೆ ಬಂದಿರುವ ತಂದೆ ತಾಯಿಯಂತಹ ನೇರವಾದ ಎಲ್ಲ ಹಿರಿಯ ನಾಗರಿಕರಿಗೆ ಪ್ರೀತಿ, ಗೌರವ, ಕಾಳಜಿ ತೋರಿ ಸೇವೆ ಸಲ್ಲಿಸುವುದು ನಮ್ಮೆಲ್ಲರ ಕರ್ತವ್ಯ ಎಂದು ಜಿಲ್ಲಾ ಪಂಚಾಯತ್ ಯೋಜನೆಗಳ ಅನುಷ್ಠಾನ ಪ್ರಾಧಿಕಾರದ ಅಧ್ಯಕ್ಷ ಯಲುವಹಳ್ಳಿ ಎನ್.ರಮೇಶ್ ಅವರು ತಿಳಿಸಿದರು. ಶುಕ್ರವಾರ ನಗರದ ಸರ್.ಎಂ.ವಿಶ್ವೇಶ್ವರಯ್ಯ ಕ್ರೀಡಾಂಗಣದಲ್ಲಿ ಜಿಲ್ಲಾಡಳಿತ, ಜಿಲ್ಲಾ ಪಂಚಾಯತ್ ಮತ್ತು ವಿಕಲಚೇತನರ ಹಾಗೂ ಹಿರಿಯ ನಾಗರಿಕರ ಸಬಲೀಕರಣ ಇಲಾಖೆ, ಕ್ರೀಡಾ ಮತ್ತು ಯುವ ಸಬಲೀಕರಣ ಇಲಾಖೆ ಸಂಯುಕ್ತ ಆಶ್ರಯದಲ್ಲಿ ಹಮ್ಮಿಕೊಂಡಿದ್ದ ಹಿರಿಯ ನಾಗರಿಕರ ದಿನಾಚರಣೆ ಕಾರ್ಯಕ್ರಮ ಉದ್ಘಾಟಿಸಿ ಮಾತನಾಡಿದರು. ಹಿರಿಯ ನಾಗರಿಕರು ನಮ್ಮ ಸಮಾಜದ ಆಸ್ತಿ. ಅವರ ಅನುಭವ ಮತ್ತು ಮಾರ್ಗದರ್ಶನ ಯುವ ಪೀಳಿಗೆಗೆ ಅತ್ಯಗತ್ಯ. ಪ್ರತಿಯೊಬ್ಬರೂ ಹಿರಿಯರನ್ನು ಗೌರವಿಸಿ ಅವರ ಸೇವೆ ಮಾಡಬೇಕು ಎಂದರು.	[208, 132, 398, 244]
article-body-middle: ಮಧ್ಯಸ್ಥಿಕೆ ಬಹಳ ಸರಳ: ಕಕ್ಷಿದಾರರು ಸ್ವಯಂ ಪ್ರೇರಿತರಾಗಿ ತಮ್ಮ ಸಮಸ್ಯೆಯನ್ನು ಬಗೆಹರಿಸಿಕೊಳ್ಳಲು ಮಧ್ಯಸ್ಥಿಕೆ ಉತ್ತಮ ಮಾರ್ಗ. ಇದರಿಂದ ಸಮಯ ಮತ್ತು ಹಣ ಉಳಿತಾಯವಾಗುತ್ತದೆ. ಪರಸ್ಪರ ಸೌಹಾರ್ದತೆ ಉಳಿಯುತ್ತದೆ ಎಂದರು.	[138, 1448, 366, 1478]
